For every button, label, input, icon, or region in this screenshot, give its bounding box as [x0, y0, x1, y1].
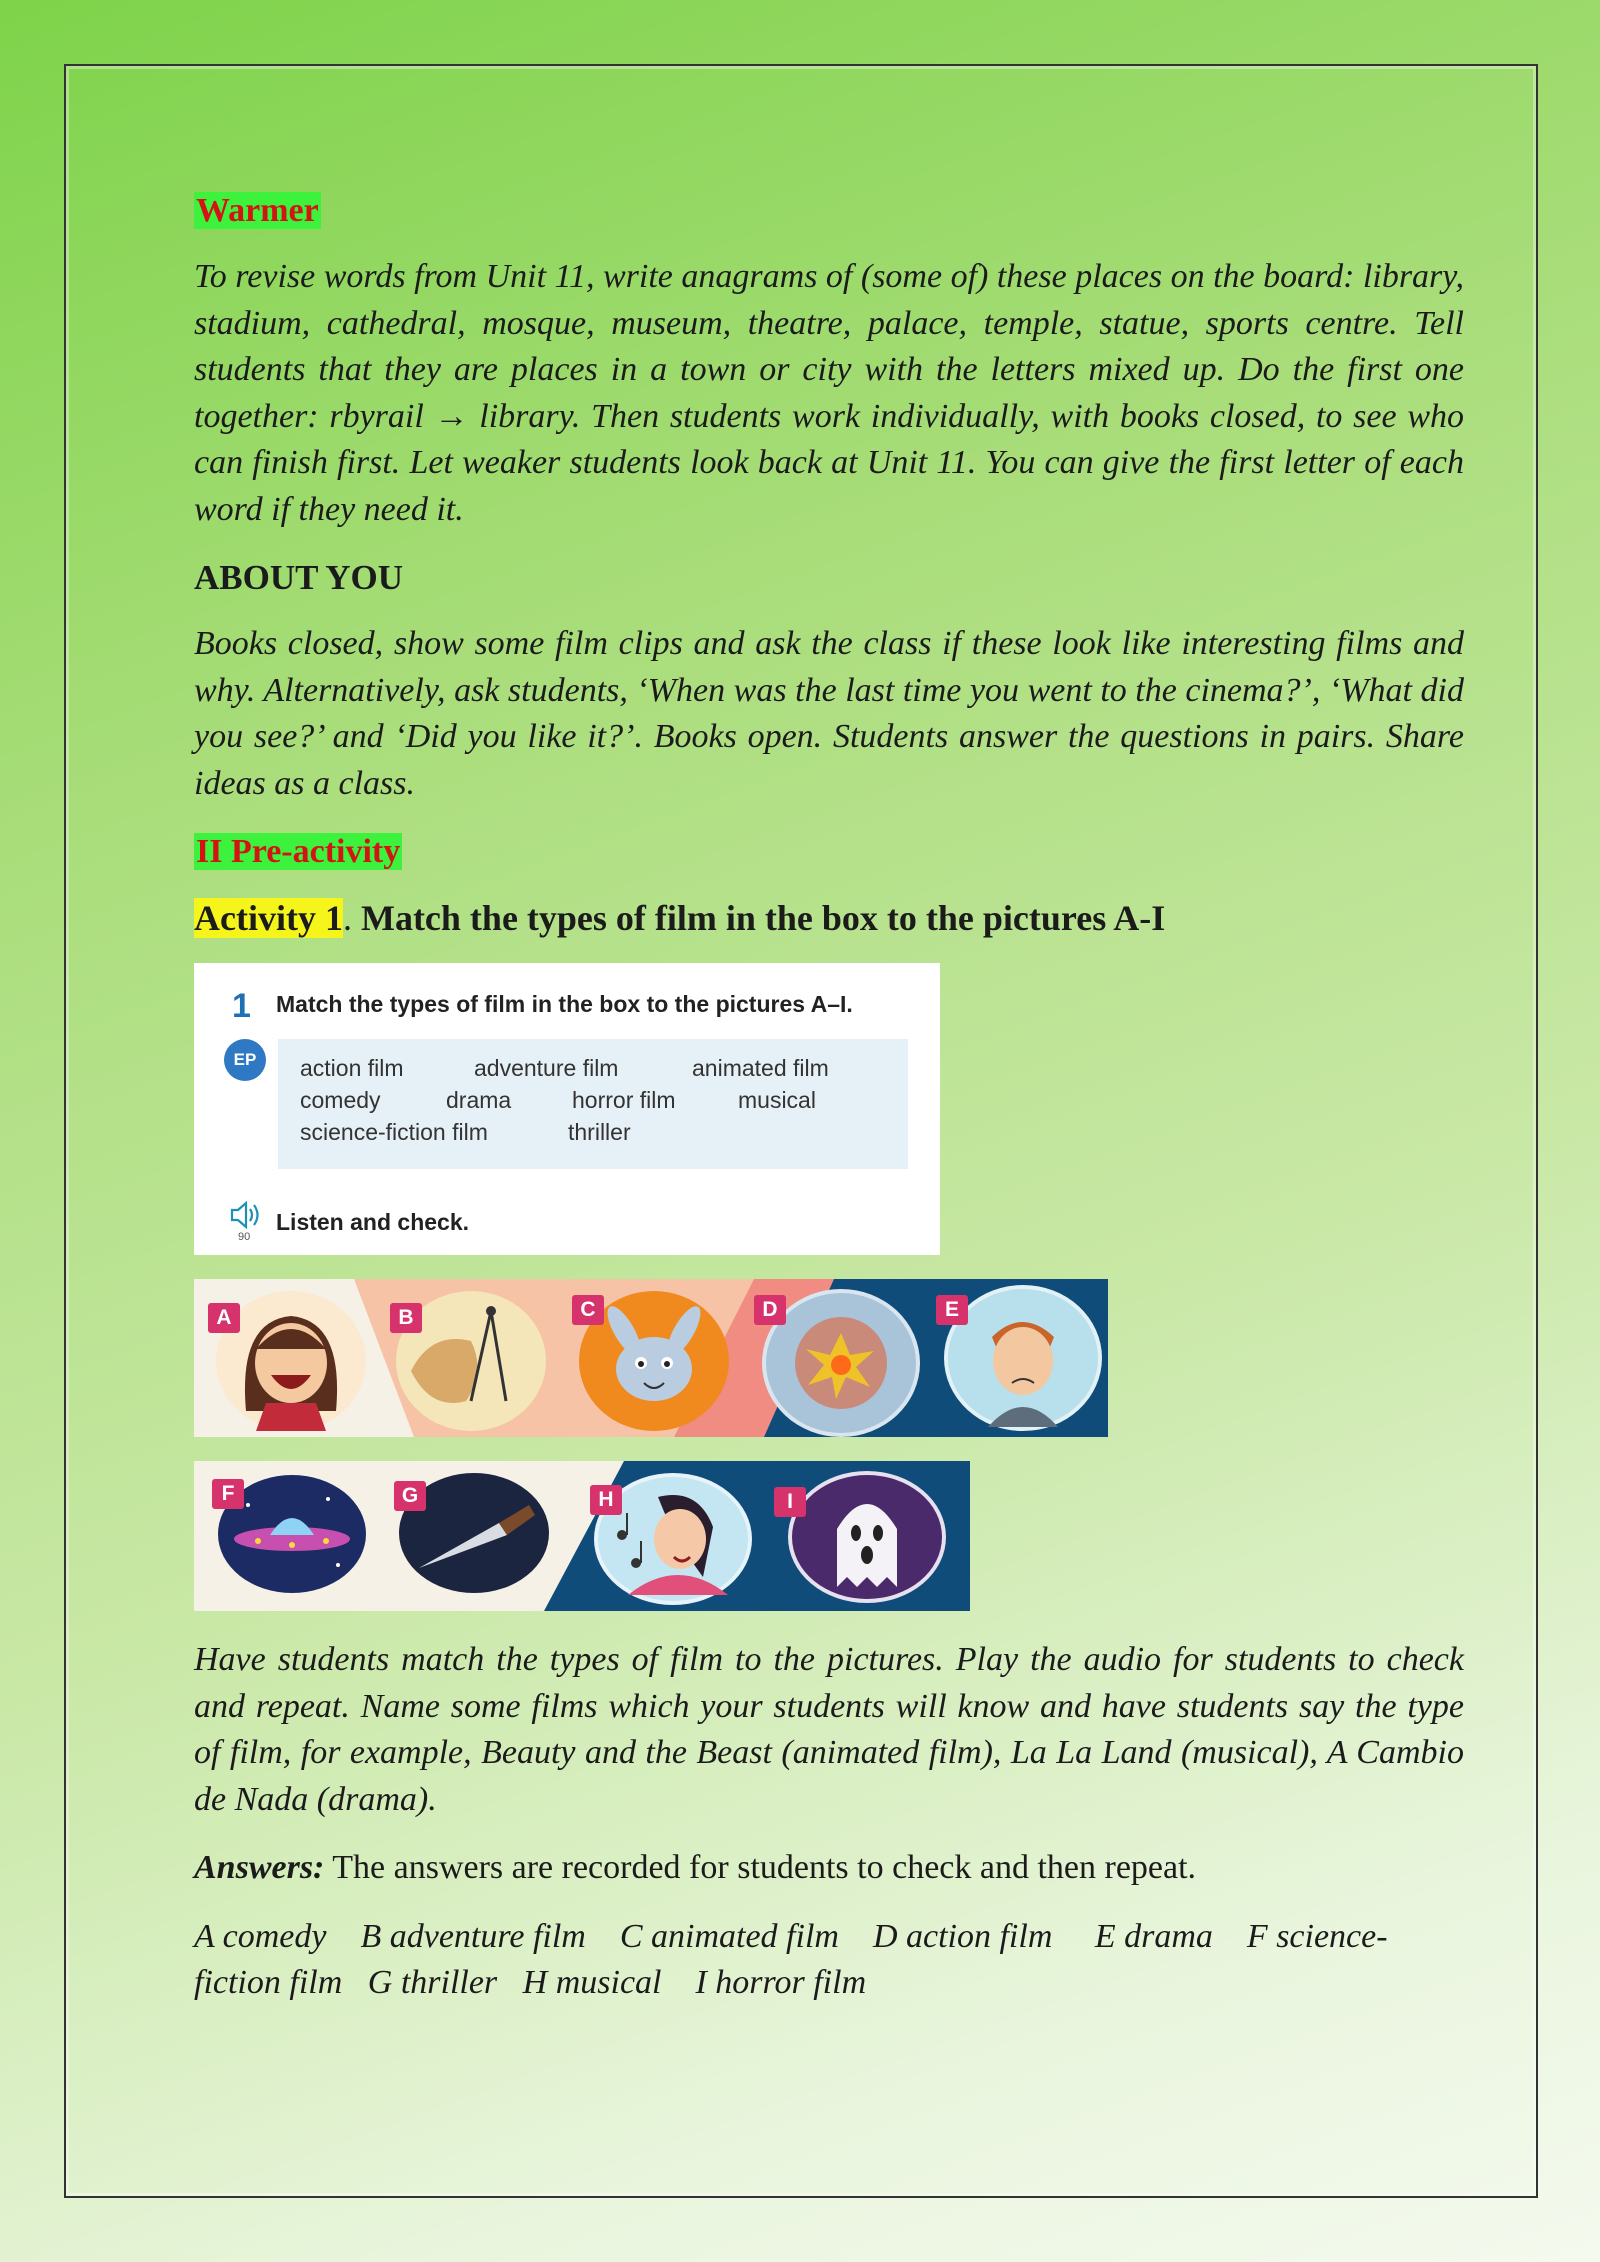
picture-strip-2 [194, 1461, 970, 1611]
word-science-fiction-film: science-fiction film [300, 1119, 488, 1145]
word-adventure-film: adventure film [474, 1055, 619, 1081]
ep-badge: EP [224, 1039, 266, 1081]
explosion-icon [766, 1293, 916, 1433]
warmer-text: To revise words from Unit 11, write anagrams of (some of) these places on the board: library, stadium, cathedral, mosque, museum, theatre, palace, temple, statue, sports centre. Tell students that they are places in a town or city with the letters mixed up. Do the first one together: rbyrail → library. Then students work individually, with books closed, to see who can finish first. Let weaker students look back at Unit 11. You can give the first letter of each word if they need it. [194, 258, 1464, 528]
warmer-heading [194, 188, 1464, 234]
ghost-icon [792, 1475, 942, 1599]
picture-label-f: F [212, 1479, 244, 1509]
word-action-film: action film [300, 1055, 404, 1081]
answers-label: Answers: [194, 1849, 325, 1886]
activity1-label: Activity 1 [194, 898, 343, 938]
picture-label-b: B [390, 1303, 422, 1333]
picture-label-a: A [208, 1303, 240, 1333]
listen-instruction: Listen and check. [276, 1209, 470, 1235]
pre-activity-heading [194, 829, 1464, 875]
about-you-text: Books closed, show some film clips and ask the class if these look like interesting films and why. Alternatively, ask students, ‘When was the last time you went to the cinema?’, ‘What did you see?’ and ‘Did you like it?’. Books open. Students answer the questions in pairs. Share ideas as a class. [194, 625, 1464, 802]
exercise-box [194, 963, 940, 1255]
after-exercise-text: Have students match the types of film to the pictures. Play the audio for students to check and repeat. Name some films which your students will know and have students say the type of film, for example, Beauty and the Beast (animated film), La La Land (musical), A Cambio de Nada (drama). [194, 1641, 1464, 1818]
word-drama: drama [446, 1087, 512, 1113]
picture-label-g: G [394, 1481, 426, 1511]
sad-boy-icon [948, 1289, 1098, 1427]
picture-label-c: C [572, 1295, 604, 1325]
answers-intro: The answers are recorded for students to check and then repeat. [324, 1849, 1197, 1886]
picture-label-d: D [754, 1295, 786, 1325]
picture-strip-1 [194, 1279, 1108, 1437]
about-you-heading: ABOUT YOU [194, 558, 404, 597]
picture-label-e: E [936, 1295, 968, 1325]
speaker-icon[interactable] [228, 1199, 260, 1231]
exercise-instruction: Match the types of film in the box to the pictures A–I. [276, 991, 853, 1017]
activity1-title: Match the types of film in the box to the pictures A-I [351, 898, 1166, 938]
picture-i-horror [788, 1471, 946, 1603]
activity1-heading [194, 895, 1464, 941]
word-animated-film: animated film [692, 1055, 829, 1081]
answers-list: A comedy B adventure film C animated film D action film E drama F science-fiction film G thriller H musical I horror film [194, 1917, 1388, 2001]
word-horror-film: horror film [572, 1087, 676, 1113]
word-musical: musical [738, 1087, 816, 1113]
activity1-sep: . [342, 898, 352, 938]
word-comedy: comedy [300, 1087, 381, 1113]
pre-activity-title: II Pre-activity [196, 833, 401, 870]
exercise-number: 1 [232, 987, 251, 1025]
warmer-title: Warmer [196, 192, 319, 229]
picture-label-i: I [774, 1487, 806, 1517]
picture-label-h: H [590, 1485, 622, 1515]
word-thriller: thriller [568, 1119, 631, 1145]
track-number: 90 [238, 1231, 251, 1243]
document-body [194, 188, 1464, 2007]
answers-line [194, 1845, 1464, 1892]
word-box [278, 1039, 908, 1169]
